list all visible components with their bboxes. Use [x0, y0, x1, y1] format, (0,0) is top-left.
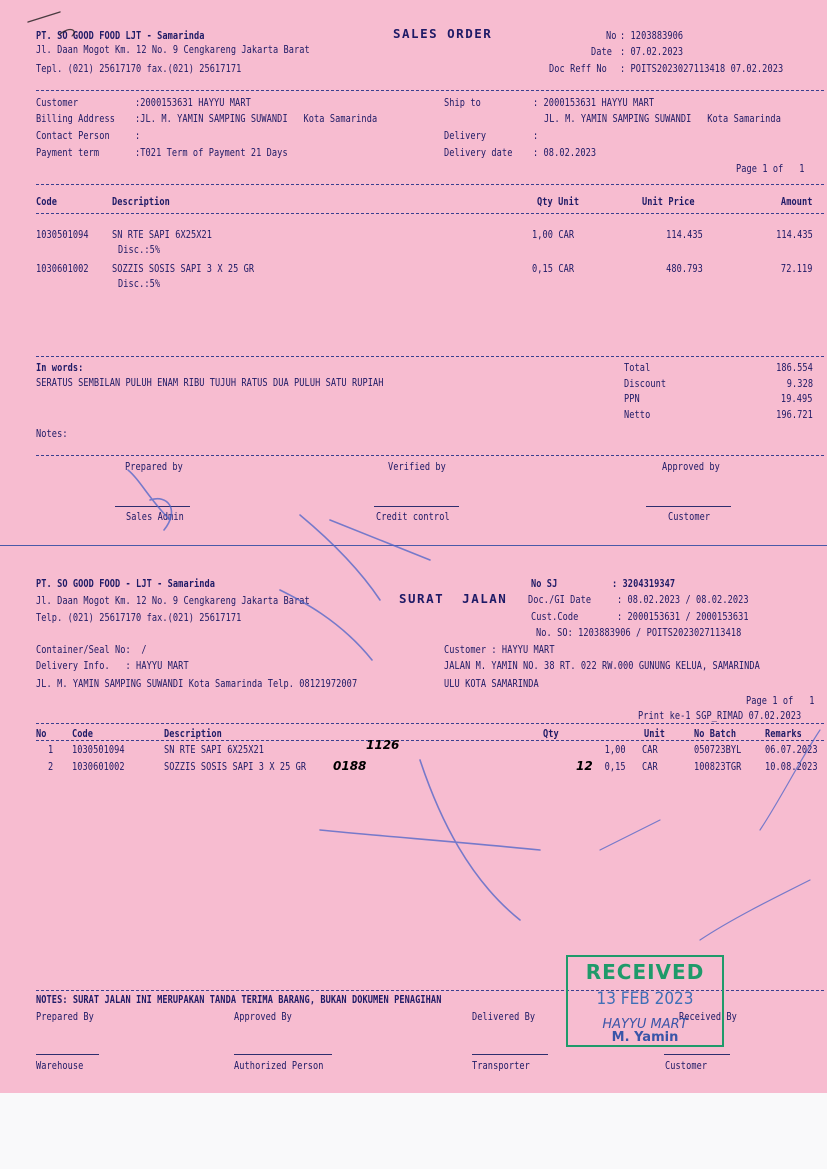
so-total-value: 186.554 [776, 362, 813, 374]
so-docref-value: : POITS2023027113418 07.02.2023 [620, 63, 784, 75]
so-col-qty-unit: Qty Unit [537, 196, 580, 208]
sj-customer: Customer : HAYYU MART [444, 644, 555, 656]
sj-item-code: 1030501094 [72, 744, 125, 756]
so-payment-value: :T021 Term of Payment 21 Days [135, 147, 288, 159]
so-deldate-value: : 08.02.2023 [533, 147, 597, 159]
sj-container: Container/Seal No: / [36, 644, 147, 656]
stamp-store-name: HAYYU MART [602, 1017, 688, 1032]
sj-customer-address2: ULU KOTA SAMARINDA [444, 678, 539, 690]
so-discount-value: 9.328 [786, 378, 813, 390]
so-page-number: Page 1 of 1 [736, 163, 805, 175]
so-shipto-address: JL. M. YAMIN SAMPING SUWANDI Kota Samarinda [544, 113, 781, 125]
so-item-code: 1030601002 [36, 263, 89, 275]
so-item-amount: 114.435 [776, 229, 813, 241]
sj-custcode-label: Cust.Code [531, 611, 579, 623]
sj-col-remarks: Remarks [765, 728, 802, 740]
so-customer-value: :2000153631 HAYYU MART [135, 97, 251, 109]
sj-docgi-label: Doc./GI Date [528, 594, 592, 606]
sj-delivered-by: Delivered By [472, 1011, 536, 1023]
so-phone: Tepl. (021) 25617170 fax.(021) 25617171 [36, 63, 242, 75]
so-deldate-label: Delivery date [444, 147, 513, 159]
so-item-qty: 1,00 CAR [532, 229, 575, 241]
so-contact-value: : [135, 130, 141, 142]
so-notes-label: Notes: [36, 428, 68, 440]
sj-no-label: No SJ [531, 578, 558, 590]
sj-authorized-person: Authorized Person [234, 1060, 324, 1072]
sj-item-no: 1 [48, 744, 54, 756]
so-col-amount: Amount [781, 196, 813, 208]
so-col-description: Description [112, 196, 170, 208]
sj-item-description: SN RTE SAPI 6X25X21 [164, 744, 265, 756]
so-credit-control: Credit control [376, 511, 450, 523]
sj-prepared-by: Prepared By [36, 1011, 94, 1023]
so-inwords-label: In words: [36, 362, 84, 374]
so-ppn-label: PPN [624, 393, 640, 405]
so-total-label: Total [624, 362, 651, 374]
sj-item-description: SOZZIS SOSIS SAPI 3 X 25 GR [164, 761, 307, 773]
so-date-value: : 07.02.2023 [620, 46, 684, 58]
so-item-description: SN RTE SAPI 6X25X21 [112, 229, 213, 241]
so-item-amount: 72.119 [781, 263, 813, 275]
sj-item-unit: CAR [642, 761, 658, 773]
stamp-title: RECEIVED [585, 960, 705, 984]
so-customer-label: Customer [36, 97, 79, 109]
sj-received-by: Received By [679, 1011, 737, 1023]
sj-item-code: 1030601002 [72, 761, 125, 773]
so-item-price: 480.793 [666, 263, 703, 275]
so-title: SALES ORDER [393, 26, 493, 41]
sj-phone: Telp. (021) 25617170 fax.(021) 25617171 [36, 612, 242, 624]
sj-customer-address1: JALAN M. YAMIN NO. 38 RT. 022 RW.000 GUNUNG KELUA, SAMARINDA [444, 660, 760, 672]
sj-title: SURAT JALAN [399, 591, 508, 606]
so-date-label: Date [591, 46, 613, 58]
sj-custcode-value: : 2000153631 / 2000153631 [617, 611, 749, 623]
so-no-value: : 1203883906 [620, 30, 684, 42]
so-discount-label: Discount [624, 378, 667, 390]
so-item-price: 114.435 [666, 229, 703, 241]
so-item-qty: 0,15 CAR [532, 263, 575, 275]
sj-item-qty: 1,00 [604, 744, 626, 756]
sj-item-unit: CAR [642, 744, 658, 756]
sj-notes: NOTES: SURAT JALAN INI MERUPAKAN TANDA TERIMA BARANG, BUKAN DOKUMEN PENAGIHAN [36, 994, 442, 1006]
sj-company: PT. SO GOOD FOOD - LJT - Samarinda [36, 578, 216, 590]
so-customer-signature: Customer [668, 511, 711, 523]
so-address: Jl. Daan Mogot Km. 12 No. 9 Cengkareng Jakarta Barat [36, 44, 310, 56]
handwritten-number: 1126 [366, 738, 400, 752]
sj-delivery-info: Delivery Info. : HAYYU MART [36, 660, 189, 672]
sj-col-unit: Unit [644, 728, 666, 740]
so-payment-label: Payment term [36, 147, 100, 159]
stamp-date: 13 FEB 2023 [596, 989, 694, 1009]
sj-col-no: No [36, 728, 47, 740]
sj-delivery-address: JL. M. YAMIN SAMPING SUWANDI Kota Samarinda Telp. 08121972007 [36, 678, 358, 690]
sj-col-code: Code [72, 728, 94, 740]
handwritten-number: 12 [576, 759, 593, 773]
sj-so-number: No. SO: 1203883906 / POITS2023027113418 [536, 627, 742, 639]
sj-warehouse: Warehouse [36, 1060, 84, 1072]
sj-docgi-value: : 08.02.2023 / 08.02.2023 [617, 594, 749, 606]
so-approved-by: Approved by [662, 461, 720, 473]
handwritten-number: 0188 [333, 759, 367, 773]
so-item-code: 1030501094 [36, 229, 89, 241]
sj-item-batch: 100823TGR [694, 761, 742, 773]
sj-item-remarks: 06.07.2023 [765, 744, 818, 756]
so-no-label: No [606, 30, 617, 42]
so-sales-admin: Sales Admin [126, 511, 184, 523]
sj-address: Jl. Daan Mogot Km. 12 No. 9 Cengkareng Jakarta Barat [36, 595, 310, 607]
so-item-discount: Disc.:5% [118, 244, 161, 256]
sj-approved-by: Approved By [234, 1011, 292, 1023]
so-billing-label: Billing Address [36, 113, 115, 125]
so-item-description: SOZZIS SOSIS SAPI 3 X 25 GR [112, 263, 255, 275]
sj-item-no: 2 [48, 761, 54, 773]
so-delivery-label: Delivery [444, 130, 487, 142]
sj-col-description: Description [164, 728, 222, 740]
so-shipto-label: Ship to [444, 97, 481, 109]
sj-col-batch: No Batch [694, 728, 737, 740]
so-netto-value: 196.721 [776, 409, 813, 421]
received-stamp [566, 955, 724, 1047]
sj-item-remarks: 10.08.2023 [765, 761, 818, 773]
so-contact-label: Contact Person [36, 130, 110, 142]
sj-page-number: Page 1 of 1 [746, 695, 815, 707]
so-col-code: Code [36, 196, 58, 208]
so-col-unit-price: Unit Price [642, 196, 695, 208]
sj-no-value: : 3204319347 [612, 578, 676, 590]
so-netto-label: Netto [624, 409, 651, 421]
so-delivery-value: : [533, 130, 539, 142]
so-prepared-by: Prepared by [125, 461, 183, 473]
sj-customer-signature: Customer [665, 1060, 708, 1072]
stamp-receiver-name: M. Yamin [611, 1030, 679, 1045]
so-ppn-value: 19.495 [781, 393, 813, 405]
sj-item-qty: 0,15 [604, 761, 626, 773]
so-company: PT. SO GOOD FOOD LJT - Samarinda [36, 30, 205, 42]
so-billing-value: :JL. M. YAMIN SAMPING SUWANDI Kota Samarinda [135, 113, 378, 125]
sj-col-qty: Qty [543, 728, 559, 740]
sj-item-batch: 050723BYL [694, 744, 742, 756]
so-item-discount: Disc.:5% [118, 278, 161, 290]
so-verified-by: Verified by [388, 461, 446, 473]
sj-print-info: Print ke-1 SGP_RIMAD 07.02.2023 [638, 710, 802, 722]
so-docref-label: Doc Reff No [549, 63, 607, 75]
so-inwords-value: SERATUS SEMBILAN PULUH ENAM RIBU TUJUH RATUS DUA PULUH SATU RUPIAH [36, 377, 384, 389]
so-shipto-value: : 2000153631 HAYYU MART [533, 97, 655, 109]
sj-transporter: Transporter [472, 1060, 530, 1072]
